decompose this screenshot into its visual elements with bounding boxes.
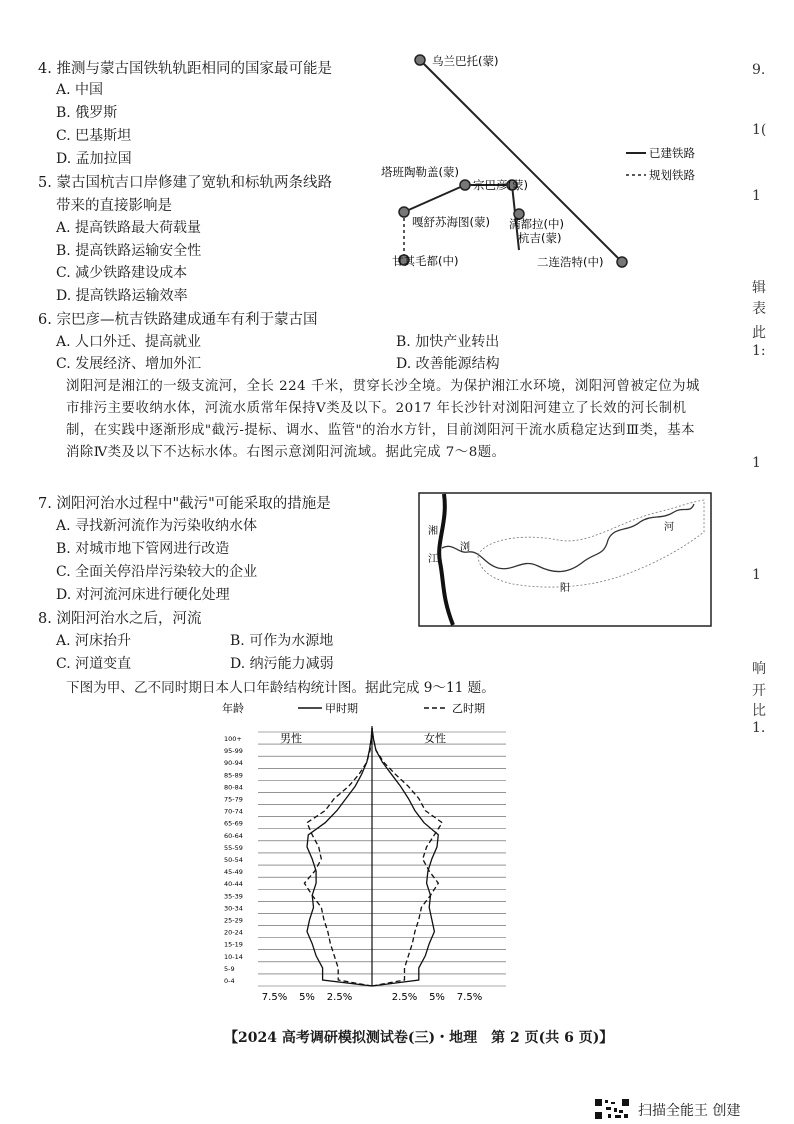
- edge-fragment: 1.: [752, 720, 766, 736]
- series-line-male: [307, 728, 372, 986]
- railway-map: [370, 50, 710, 275]
- edge-fragment: 响: [752, 661, 766, 677]
- q5-stem-line2: 带来的直接影响是: [56, 198, 172, 214]
- legend-built-label: 已建铁路: [649, 146, 695, 160]
- watermark-text: 扫描全能王 创建: [638, 1103, 741, 1119]
- q8-option-d: D. 纳污能力减弱: [230, 656, 334, 672]
- q6-option-d: D. 改善能源结构: [396, 356, 500, 372]
- series-line-male: [304, 728, 372, 986]
- age-tick-label: 50-54: [224, 856, 243, 864]
- station-label: 嘎舒苏海图(蒙): [412, 215, 490, 229]
- edge-fragment: 1: [752, 188, 761, 204]
- river-map-label: 江: [428, 554, 438, 565]
- q6-option-c: C. 发展经济、增加外汇: [56, 356, 202, 372]
- map-frame: [419, 493, 711, 626]
- q6-stem: 6. 宗巴彦—杭吉铁路建成通车有利于蒙古国: [38, 312, 318, 328]
- age-tick-label: 100+: [224, 735, 242, 744]
- q4-option-d: D. 孟加拉国: [56, 151, 132, 167]
- q5-option-b: B. 提高铁路运输安全性: [56, 243, 202, 259]
- passage-liuyang-river: 浏阳河是湘江的一级支流河，全长 224 千米，贯穿长沙全境。为保护湘江水环境，浏阳河曾被定位为城市排污主要收纳水体，河流水质常年保持Ⅴ类及以下。2017 年长沙针对浏阳河建立了长效的河长制机制，在实践中逐渐形成"截污-提标、调水、监管"的治水方针，目前浏阳河干流水质稳定达到Ⅲ类，基本消除Ⅳ类及以下不达标水体。右图示意浏阳河流域。据此完成 7～8题。: [66, 379, 700, 460]
- age-tick-label: 10-14: [224, 952, 243, 961]
- age-tick-label: 40-44: [224, 880, 243, 889]
- edge-fragment: 开: [752, 683, 766, 699]
- river-map-label: 浏: [460, 542, 470, 553]
- q5-option-c: C. 减少铁路建设成本: [56, 265, 188, 281]
- station-label: 塔班陶勒盖(蒙): [381, 165, 459, 179]
- q6-option-a: A. 人口外迁、提高就业: [56, 334, 202, 350]
- male-label: 男性: [280, 732, 302, 745]
- station-label: 满都拉(中): [509, 217, 564, 231]
- station-label: 杭吉(蒙): [518, 231, 562, 245]
- q4-option-c: C. 巴基斯坦: [56, 128, 132, 144]
- female-label: 女性: [424, 732, 446, 745]
- q6-option-b: B. 加快产业转出: [396, 334, 500, 350]
- age-tick-label: 60-64: [224, 831, 243, 840]
- x-tick-label: 2.5%: [391, 992, 418, 1003]
- edge-fragment: 1(: [752, 122, 767, 138]
- edge-fragment: 1: [752, 567, 761, 583]
- age-tick-label: 35-39: [224, 892, 243, 901]
- edge-fragment: 此: [752, 325, 766, 341]
- page-footer: 【2024 高考调研模拟测试卷(三)・地理 第 2 页(共 6 页)】: [224, 1030, 614, 1046]
- q7-option-c: C. 全面关停沿岸污染较大的企业: [56, 564, 258, 580]
- age-tick-label: 75-79: [224, 795, 243, 804]
- q5-option-a: A. 提高铁路最大荷载量: [56, 220, 202, 236]
- river-map-label: 河: [664, 522, 674, 533]
- rail-tavan-tolgoi-gashuun: [404, 185, 465, 212]
- river-map-label: 阳: [560, 583, 570, 594]
- legend-planned-label: 规划铁路: [649, 168, 695, 182]
- q4-option-a: A. 中国: [56, 82, 104, 98]
- liuyang-river-map: [418, 492, 712, 627]
- series-line-female: [372, 728, 442, 986]
- q7-option-b: B. 对城市地下管网进行改造: [56, 541, 230, 557]
- q5-option-d: D. 提高铁路运输效率: [56, 288, 188, 304]
- station-label: 二连浩特(中): [537, 255, 604, 269]
- legend-jia-label: 甲时期: [325, 702, 358, 715]
- age-tick-label: 95-99: [224, 747, 243, 756]
- station-label: 甘其毛都(中): [392, 254, 459, 268]
- age-tick-label: 20-24: [224, 928, 243, 937]
- age-tick-label: 55-59: [224, 843, 243, 852]
- edge-fragment: 1:: [752, 343, 766, 359]
- q4-option-b: B. 俄罗斯: [56, 105, 118, 121]
- q4-stem: 4. 推测与蒙古国铁轨轨距相同的国家最可能是: [38, 61, 332, 77]
- legend-yi-label: 乙时期: [452, 702, 485, 715]
- age-tick-label: 5-9: [224, 964, 235, 973]
- age-tick-label: 70-74: [224, 807, 243, 816]
- x-tick-label: 2.5%: [326, 992, 353, 1003]
- river-map-label: 湘: [428, 526, 438, 537]
- edge-fragment: 比: [752, 703, 766, 719]
- station-gashuun-dot: [399, 207, 409, 217]
- q5-stem-line1: 5. 蒙古国杭吉口岸修建了宽轨和标轨两条线路: [38, 175, 332, 191]
- x-tick-label: 7.5%: [456, 992, 483, 1003]
- y-axis-label: 年龄: [222, 702, 244, 715]
- edge-fragment: 表: [752, 301, 766, 317]
- station-erenhot-dot: [617, 257, 627, 267]
- station-label: 宗巴彦(蒙): [473, 178, 528, 192]
- age-tick-label: 90-94: [224, 759, 243, 768]
- station-tavan-tolgoi-dot: [460, 180, 470, 190]
- x-tick-label: 5%: [429, 992, 445, 1003]
- intro-q9-11: 下图为甲、乙不同时期日本人口年龄结构统计图。据此完成 9～11 题。: [66, 680, 495, 696]
- population-pyramid-chart: [200, 696, 530, 1006]
- q8-stem: 8. 浏阳河治水之后，河流: [38, 611, 202, 627]
- station-ulaanbaatar-dot: [415, 55, 425, 65]
- age-tick-label: 25-29: [224, 916, 243, 925]
- series-line-female: [372, 728, 438, 986]
- age-tick-label: 65-69: [224, 819, 243, 828]
- station-label: 乌兰巴托(蒙): [432, 54, 499, 68]
- qr-code-icon: [594, 1098, 630, 1120]
- q7-option-d: D. 对河流河床进行硬化处理: [56, 587, 230, 603]
- edge-fragment: 9.: [752, 62, 766, 78]
- age-tick-label: 80-84: [224, 783, 243, 792]
- edge-fragment: 辑: [752, 280, 766, 296]
- edge-fragment: 1: [752, 455, 761, 471]
- q8-option-a: A. 河床抬升: [56, 633, 132, 649]
- age-tick-label: 30-34: [224, 904, 243, 913]
- age-tick-label: 85-89: [224, 771, 243, 780]
- x-tick-label: 7.5%: [261, 992, 288, 1003]
- x-tick-label: 5%: [299, 992, 315, 1003]
- age-tick-label: 0-4: [224, 976, 235, 985]
- age-tick-label: 15-19: [224, 940, 243, 949]
- age-tick-label: 45-49: [224, 868, 243, 877]
- q8-option-c: C. 河道变直: [56, 656, 132, 672]
- q7-stem: 7. 浏阳河治水过程中"截污"可能采取的措施是: [38, 496, 331, 512]
- q8-option-b: B. 可作为水源地: [230, 633, 334, 649]
- q7-option-a: A. 寻找新河流作为污染收纳水体: [56, 518, 258, 534]
